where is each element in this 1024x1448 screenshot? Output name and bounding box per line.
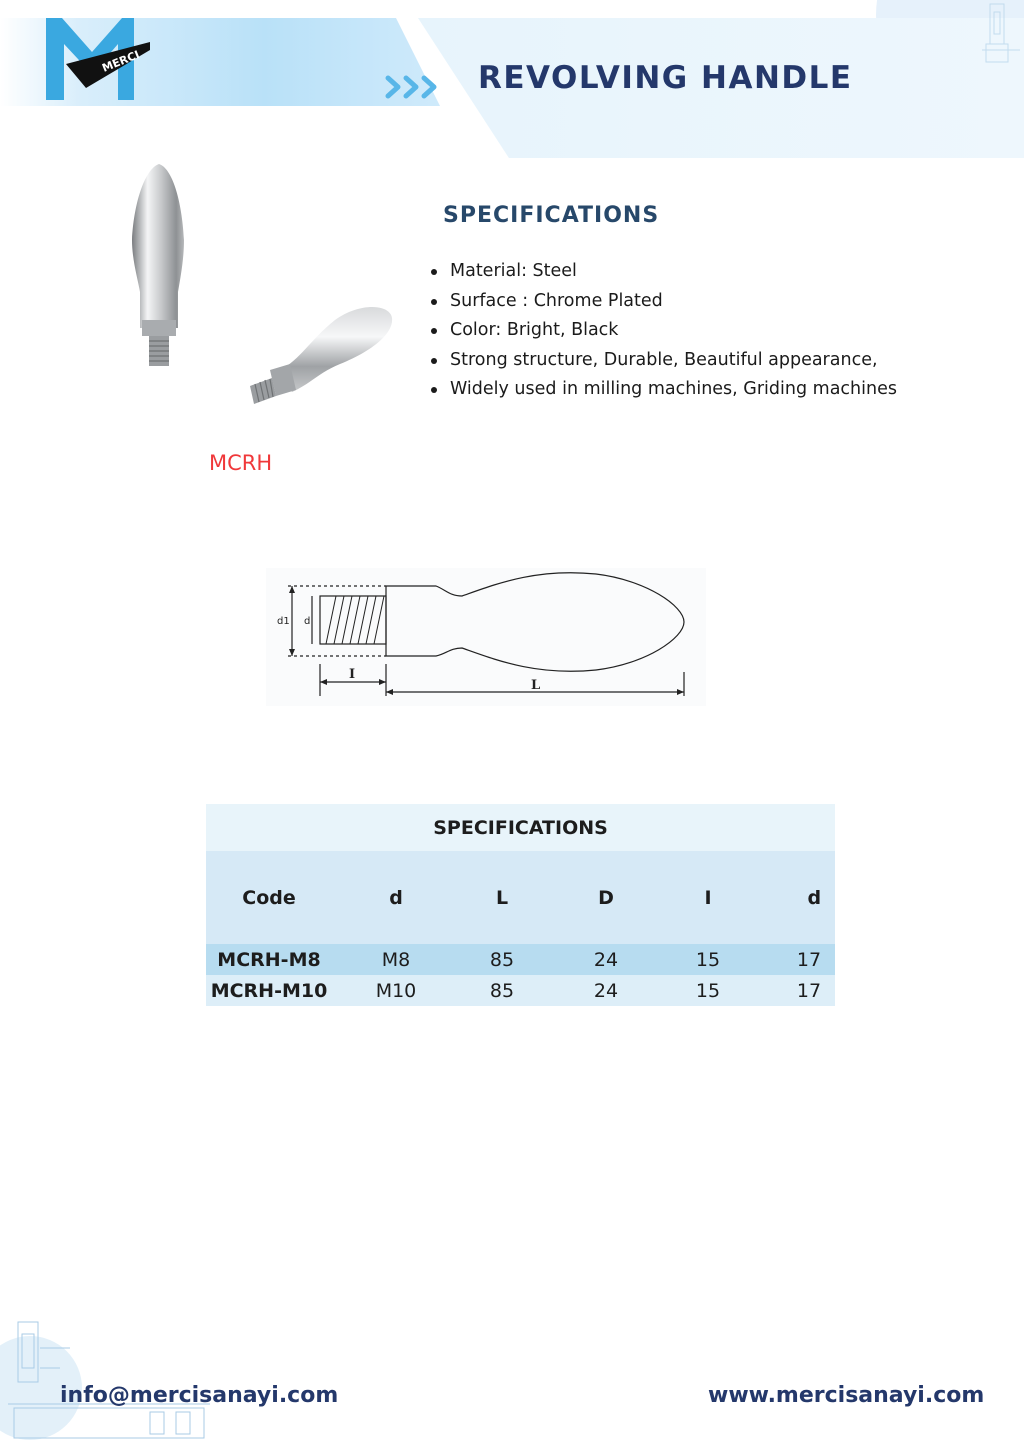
table-title: SPECIFICATIONS — [206, 804, 835, 851]
footer-website-link[interactable]: www.mercisanayi.com — [708, 1383, 985, 1408]
table-cell: 85 — [460, 975, 544, 1006]
table-row — [206, 944, 835, 975]
spec-item: Surface : Chrome Plated — [450, 288, 897, 318]
dim-label-d: d — [304, 616, 311, 627]
product-code: MCRH — [209, 451, 273, 475]
spec-item: Widely used in milling machines, Griding machines — [450, 376, 897, 406]
spec-item: Strong structure, Durable, Beautiful appearance, — [450, 347, 897, 377]
table-cell: 24 — [544, 975, 668, 1006]
logo-text: MERCI — [100, 48, 142, 75]
table-cell: 15 — [668, 944, 748, 975]
table-cell: M8 — [332, 944, 460, 975]
technical-drawing — [266, 568, 706, 706]
product-photo-vertical — [124, 160, 194, 372]
column-header: Code — [206, 851, 332, 944]
table-row — [206, 975, 835, 1006]
table-cell-code: MCRH-M8 — [206, 944, 332, 975]
specifications-list — [450, 258, 897, 406]
column-header: d — [332, 851, 460, 944]
page-title: REVOLVING HANDLE — [478, 60, 853, 96]
column-header: I — [668, 851, 748, 944]
column-header: L — [460, 851, 544, 944]
column-header: D — [544, 851, 668, 944]
table-cell-code: MCRH-M10 — [206, 975, 332, 1006]
column-header: d — [748, 851, 835, 944]
product-photo-angled — [240, 300, 400, 412]
table-cell: 15 — [668, 975, 748, 1006]
dim-label-L: L — [531, 678, 541, 693]
table-cell: 24 — [544, 944, 668, 975]
specifications-table — [206, 804, 835, 1006]
table-cell: 17 — [748, 944, 835, 975]
chevrons-icon — [384, 72, 442, 102]
table-cell: 85 — [460, 944, 544, 975]
table-cell: M10 — [332, 975, 460, 1006]
merci-logo — [46, 18, 154, 100]
spec-item: Color: Bright, Black — [450, 317, 897, 347]
blueprint-decoration-bottom — [0, 1308, 215, 1448]
table-header-row — [206, 851, 835, 944]
dim-label-l: I — [349, 667, 356, 682]
blueprint-decoration-top — [960, 0, 1024, 70]
footer-email-link[interactable]: info@mercisanayi.com — [60, 1383, 339, 1408]
spec-item: Material: Steel — [450, 258, 897, 288]
dim-label-d1: d1 — [277, 616, 290, 627]
table-cell: 17 — [748, 975, 835, 1006]
specifications-heading: SPECIFICATIONS — [443, 203, 660, 228]
